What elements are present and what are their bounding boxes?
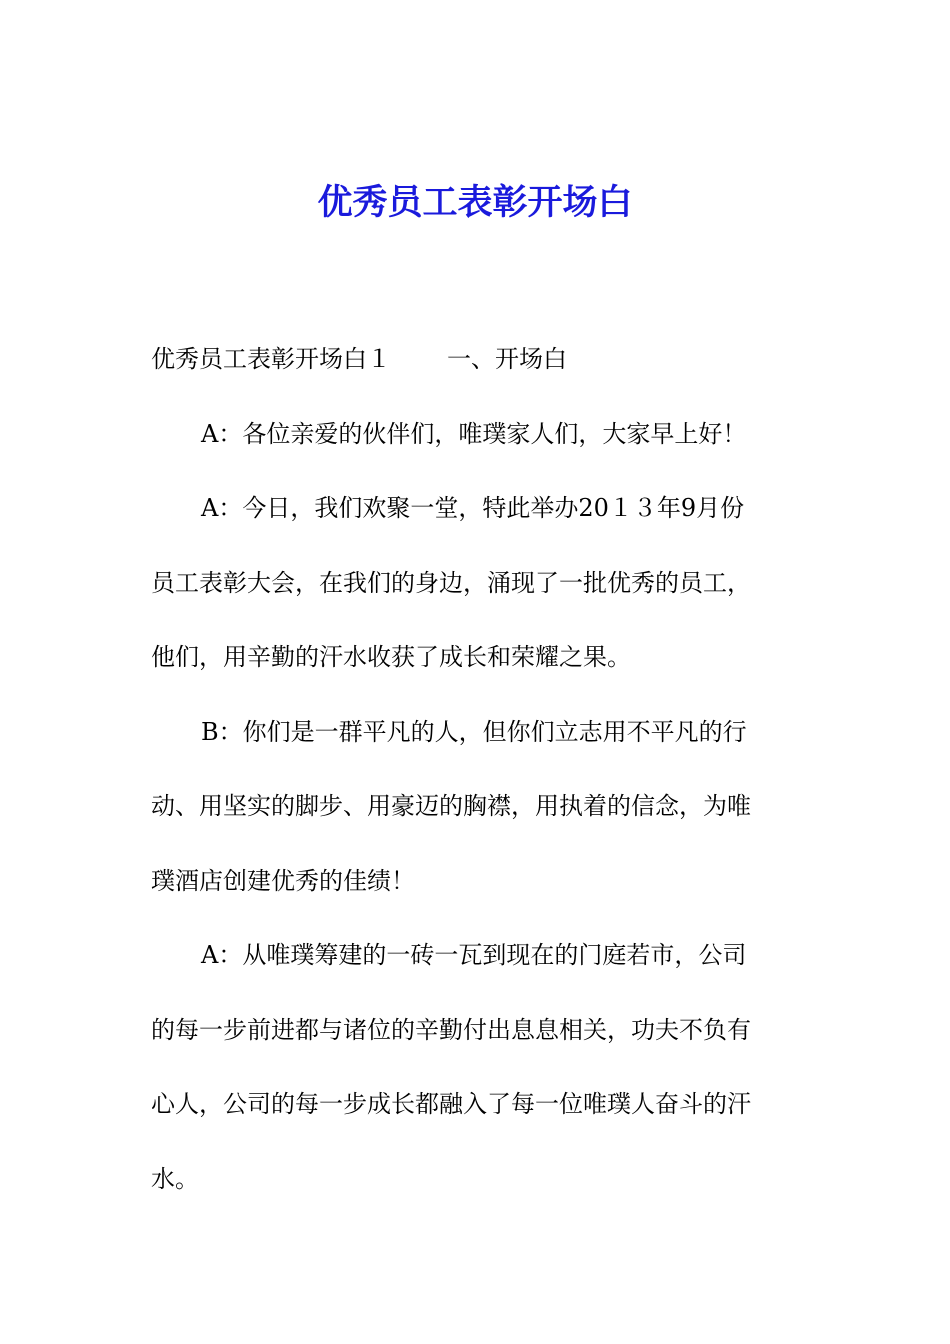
paragraph-line: 的每一步前进都与诸位的辛勤付出息息相关，功夫不负有 — [151, 1015, 751, 1044]
paragraph-line: A：各位亲爱的伙伴们，唯璞家人们，大家早上好！ — [201, 419, 747, 448]
document-body — [151, 322, 801, 1216]
heading-line-left: 优秀员工表彰开场白１ — [151, 345, 391, 373]
paragraph-line: 心人，公司的每一步成长都融入了每一位唯璞人奋斗的汗 — [151, 1090, 751, 1118]
paragraph-line: 璞酒店创建优秀的佳绩！ — [151, 866, 415, 895]
heading-line-right: 一、开场白 — [447, 345, 567, 373]
heading-line — [151, 322, 801, 397]
paragraph-line: B：你们是一群平凡的人，但你们立志用不平凡的行 — [201, 717, 747, 746]
paragraph-line: 员工表彰大会，在我们的身边，涌现了一批优秀的员工， — [151, 568, 751, 597]
paragraph-line: A：今日，我们欢聚一堂，特此举办20１３年9月份 — [201, 494, 745, 522]
paragraph-line: 动、用坚实的脚步、用豪迈的胸襟，用执着的信念，为唯 — [151, 792, 751, 820]
document-title: 优秀员工表彰开场白 — [317, 182, 633, 223]
paragraph-line: 水。 — [151, 1164, 199, 1193]
paragraph-line: A：从唯璞筹建的一砖一瓦到现在的门庭若市，公司 — [201, 941, 747, 969]
paragraph-line: 他们，用辛勤的汗水收获了成长和荣耀之果。 — [151, 643, 631, 671]
